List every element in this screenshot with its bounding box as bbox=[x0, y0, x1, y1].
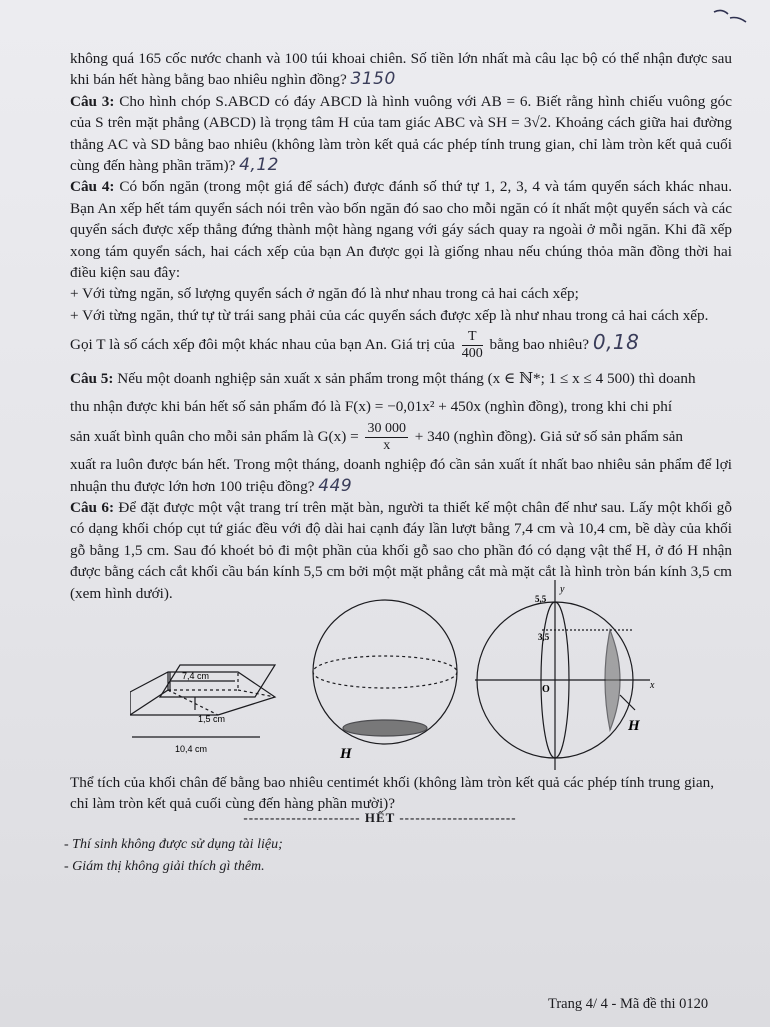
fraction-t-over-400: $\frac{T}{400}$ bbox=[461, 329, 483, 362]
height-label: 1,5 cm bbox=[198, 714, 226, 724]
frustum-side bbox=[130, 672, 170, 715]
note-2: - Giám thị không giải thích gì thêm. bbox=[64, 859, 265, 874]
fraction-30000-over-x: $\frac{30 000}{x}$ bbox=[367, 421, 406, 454]
frustum-hidden-edge bbox=[168, 690, 218, 715]
q4-condition-1: + Với từng ngăn, số lượng quyển sách ở ngăn đó là như nhau trong cả hai cách xếp; bbox=[70, 285, 579, 303]
q5-line3: sản xuất bình quân cho mỗi sản phẩm là G(x) = $\frac{30 000}{x}$ + 340 (nghìn đồng). Giả sử số sản phẩm sản bbox=[70, 421, 683, 454]
page-footer: Trang 4/ 4 - Mã đề thi 0120 bbox=[548, 996, 709, 1012]
handwritten-answer-q4: 0,18 bbox=[592, 330, 640, 355]
handwritten-answer-q2: 3150 bbox=[350, 69, 396, 90]
bottom-width-label: 10,4 cm bbox=[175, 744, 208, 754]
cap-section bbox=[343, 720, 427, 736]
note-1: - Thí sinh không được sử dụng tài liệu; bbox=[64, 837, 283, 852]
section-h-label: H bbox=[628, 718, 640, 734]
origin-label: O bbox=[542, 684, 550, 695]
sphere-figure bbox=[313, 600, 457, 744]
tick-5-5: 5,5 bbox=[535, 594, 547, 604]
handwritten-answer-q3: 4,12 bbox=[239, 155, 279, 176]
frustum-edge-1 bbox=[130, 672, 168, 715]
solid-h-label: H bbox=[340, 746, 352, 762]
coordinate-figure bbox=[475, 580, 650, 770]
q6-question: Thể tích của khối chân đế bằng bao nhiêu centimét khối (không làm tròn kết quả các phép tính trung gian, chỉ làm tròn kết quả cuối cùng đến hàng phần mười)? bbox=[70, 774, 715, 813]
question-3: Câu 3: Cho hình chóp S.ABCD có đáy ABCD là hình vuông với AB = 6. Biết rằng hình chiếu vuông góc của S trên mặt phẳng (ABCD) là trọng tâm H của tam giác ABC và SH = 3√2. Khoảng cách giữa hai đường thẳng AC và SD bằng bao nhiêu (không làm tròn kết quả các phép tính trung gian, chỉ làm tròn kết quả cuối cùng đến hàng phần trăm)? 4,12 bbox=[70, 92, 732, 176]
q2-tail: không quá 165 cốc nước chanh và 100 túi khoai chiên. Số tiền lớn nhất mà câu lạc bộ có thể nhận được sau khi bán hết hàng bằng bao nhiêu nghìn đồng? 3150 bbox=[70, 50, 732, 90]
q4-condition-2: + Với từng ngăn, thứ tự từ trái sang phải của các quyển sách được xếp là như nhau trong cả hai cách xếp. bbox=[70, 306, 709, 324]
handwritten-answer-q5: 449 bbox=[318, 475, 353, 496]
exam-text bbox=[70, 48, 732, 604]
end-marker: ---------------------- HẾT ---------------------- bbox=[243, 810, 517, 825]
cap-region bbox=[605, 630, 620, 730]
q5-line2: thu nhận được khi bán hết số sản phẩm đó là F(x) = −0,01x² + 450x (nghìn đồng), trong khi chi phí bbox=[70, 397, 673, 415]
exam-notes bbox=[64, 834, 283, 878]
sphere-equator bbox=[313, 656, 457, 688]
top-width-label: 7,4 cm bbox=[182, 671, 210, 681]
question-6: Câu 6: Để đặt được một vật trang trí trên mặt bàn, người ta thiết kế một chân đế như sau. Lấy một khối gỗ có dạng khối chóp cụt tứ giác đều với độ dài hai cạnh đáy lần lượt bằng 7,4 cm và 10,4 cm, bề dày của khối gỗ bằng 1,5 cm. Sau đó khoét bỏ đi một phần của khối gỗ sao cho phần đó có dạng vật thể H, ở đó H nhận được bằng cách cắt khối cầu bán kính 5,5 cm bởi một mặt phẳng cắt mà mặt cắt là hình tròn bán kính 3,5 cm (xem hình dưới). bbox=[70, 498, 732, 602]
y-axis-label: y bbox=[560, 584, 565, 595]
q5-line4: xuất ra luôn được bán hết. Trong một tháng, doanh nghiệp đó cần sản xuất ít nhất bao nhiêu sản phẩm để lợi nhuận thu được lớn hơn 100 triệu đồng? 449 bbox=[70, 456, 732, 496]
figures bbox=[130, 580, 690, 770]
tick-3-5: 3,5 bbox=[538, 632, 550, 642]
q4-final: Gọi T là số cách xếp đôi một khác nhau của bạn An. Giá trị của $\frac{T}{400}$ bằng bao nhiêu? 0,18 bbox=[70, 329, 640, 362]
question-5: Câu 5: Nếu một doanh nghiệp sản xuất x sản phẩm trong một tháng (x ∈ ℕ*; 1 ≤ x ≤ 4 500) thì doanh bbox=[70, 370, 696, 388]
question-4: Câu 4: Có bốn ngăn (trong một giá để sách) được đánh số thứ tự 1, 2, 3, 4 và tám quyển sách khác nhau. Bạn An xếp hết tám quyển sách nói trên vào bốn ngăn đó sao cho mỗi ngăn có ít nhất một quyển sách và các quyển sách được xếp thẳng đứng thành một hàng ngang với gáy sách quay ra ngoài ở mỗi ngăn. Khi đã xếp xong tám quyển sách, hai cách xếp của bạn An được gọi là giống nhau nếu chúng thỏa mãn đồng thời hai điều kiện sau đây: bbox=[70, 178, 733, 282]
pen-mark-icon bbox=[710, 6, 750, 26]
x-axis-label: x bbox=[650, 680, 655, 691]
